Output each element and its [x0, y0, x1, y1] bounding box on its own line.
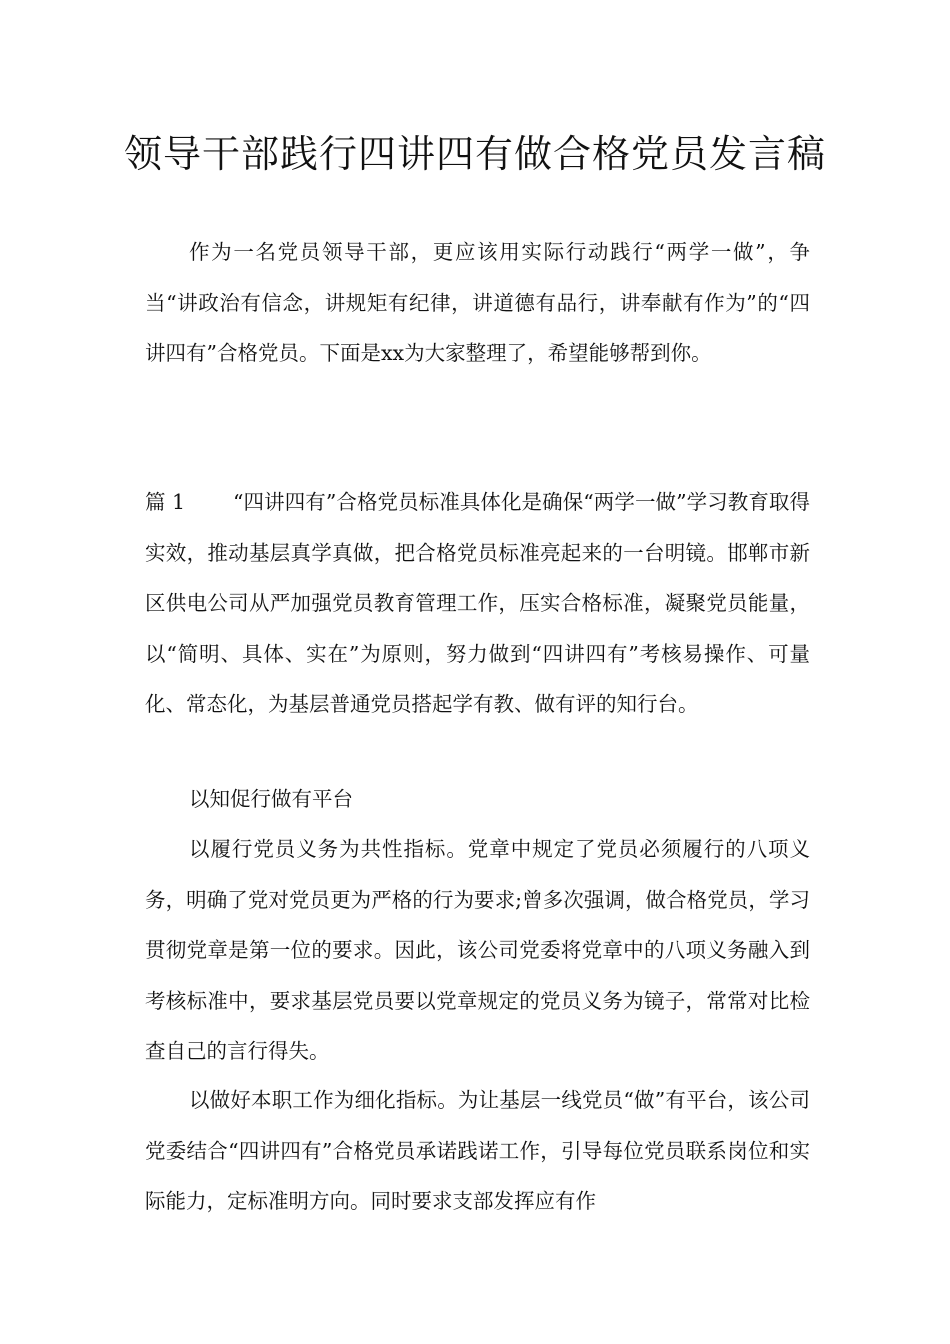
paragraph-obligations: 以履行党员义务为共性指标。党章中规定了党员必须履行的八项义务，明确了党对党员更为严格的行为要求;曾多次强调，做合格党员，学习贯彻党章是第一位的要求。因此，该公司党委将党章中的八项义务融入到考核标准中，要求基层党员要以党章规定的党员义务为镜子，常常对比检查自己的言行得失。 — [145, 837, 810, 1063]
subheading: 以知促行做有平台 — [189, 787, 353, 811]
section-1-text: “四讲四有”合格党员标准具体化是确保“两学一做”学习教育取得实效，推动基层真学真做，把合格党员标准亮起来的一台明镜。邯郸市新区供电公司从严加强党员教育管理工作，压实合格标准，凝聚党员能量，以“简明、具体、实在”为原则，努力做到“四讲四有”考核易操作、可量化、常态化，为基层普通党员搭起学有教、做有评的知行台。 — [145, 490, 810, 716]
intro-paragraph: 作为一名党员领导干部，更应该用实际行动践行“两学一做”，争当“讲政治有信念，讲规矩有纪律，讲道德有品行，讲奉献有作为”的“四讲四有”合格党员。下面是xx为大家整理了，希望能够帮到你。 — [145, 240, 810, 365]
section-1-paragraph — [145, 477, 810, 730]
paragraph-duties: 以做好本职工作为细化指标。为让基层一线党员“做”有平台，该公司党委结合“四讲四有”合格党员承诺践诺工作，引导每位党员联系岗位和实际能力，定标准明方向。同时要求支部发挥应有作 — [145, 1088, 810, 1213]
document-title: 领导干部践行四讲四有做合格党员发言稿 — [123, 132, 826, 176]
section-1-label: 篇 1 — [145, 490, 186, 514]
